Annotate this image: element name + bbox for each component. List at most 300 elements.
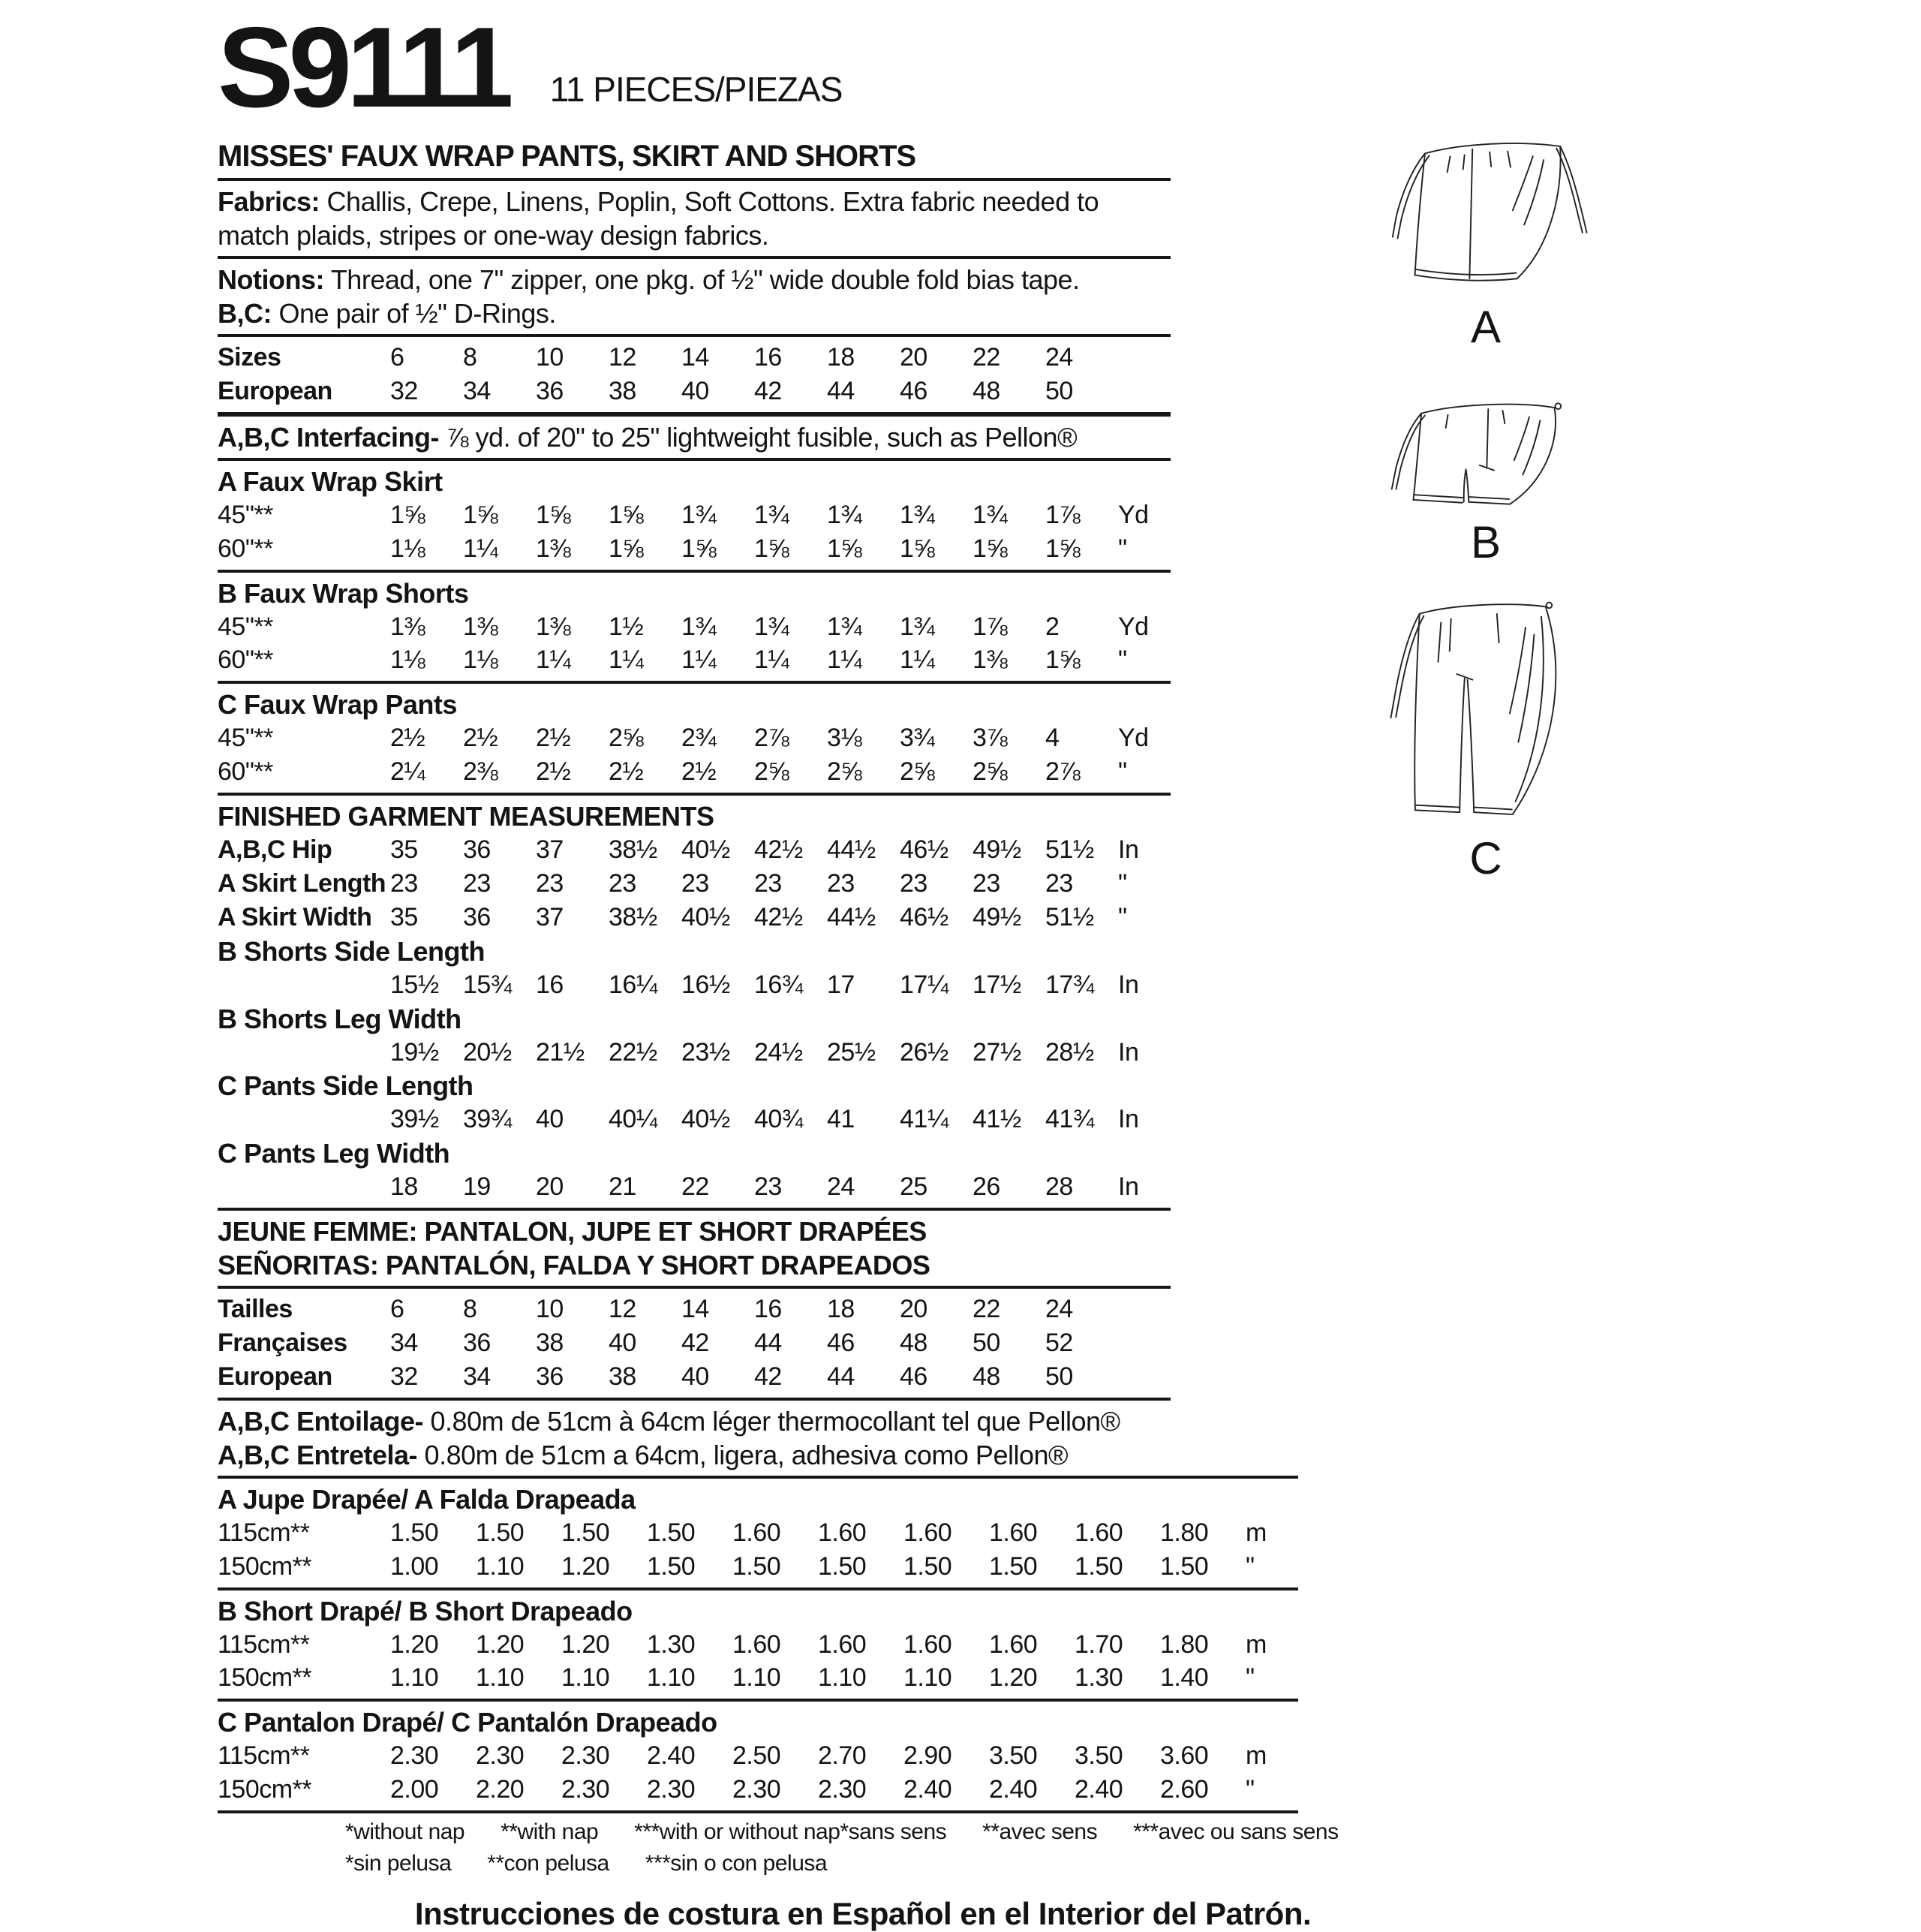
table-cell: 2¾ [681,724,717,753]
table-cell: 1.60 [989,1630,1038,1659]
table-cell: 2.30 [561,1775,610,1804]
table-cell: 20½ [463,1037,512,1067]
table-cell: 16¼ [609,970,657,999]
unit-cell: m [1246,1741,1267,1771]
entoilage-text: 0.80m de 51cm à 64cm léger thermocollant tel que Pellon® [423,1405,1120,1437]
table-cell: 20 [900,343,927,372]
row-label: A Skirt Width [218,902,372,931]
interfacing-note [218,420,1171,454]
table-cell: 2½ [609,757,644,787]
table-row [218,1170,1366,1204]
table-cell: ***with or without nap [634,1819,840,1844]
table-cell: 1.80 [1160,1518,1209,1547]
table-cell: 1.20 [476,1630,525,1659]
table-cell: 1⅝ [390,500,425,529]
table-cell: 1⅝ [609,534,644,563]
table-cell: 2.40 [903,1775,952,1804]
table-cell: 39½ [390,1105,439,1134]
table-cell: 1.10 [390,1663,439,1693]
table-cell: 40½ [681,835,730,864]
table-cell: 1¼ [536,646,571,675]
table-cell: 2½ [681,757,717,787]
table-cell: 46½ [900,902,948,931]
fabrics-label: Fabrics: [218,186,320,217]
sizes-row [218,341,1366,375]
table-cell: 1⅝ [973,534,1008,563]
table-cell: 2.20 [476,1775,525,1804]
row-label: Sizes [218,343,281,372]
table-cell: 2.40 [989,1775,1038,1804]
table-cell: 1.50 [476,1518,525,1547]
unit-cell: In [1118,1105,1139,1134]
table-cell: 1.40 [1160,1663,1209,1693]
table-cell: 50 [973,1329,1000,1357]
tailles-row [218,1293,1366,1326]
table-row [218,867,1366,901]
finished-measurements-heading: FINISHED GARMENT MEASUREMENTS [218,801,714,832]
table-cell: 2⅞ [1045,757,1081,787]
table-cell: 17½ [973,970,1021,999]
table-cell: 16 [754,343,782,372]
table-cell: 6 [390,1295,404,1324]
table-cell: 2.00 [390,1775,439,1804]
table-row [218,643,1366,677]
table-cell: 28 [1045,1172,1073,1202]
table-cell: 3⅞ [973,724,1008,753]
divider [218,1587,1298,1590]
row-label: 115cm** [218,1630,310,1659]
row-label: Françaises [218,1329,347,1357]
table-cell: 1.20 [561,1630,610,1659]
table-cell: 23 [754,868,782,898]
table-cell: **con pelusa [487,1851,609,1876]
table-cell: 1¼ [463,534,498,563]
table-cell: 24 [1045,1295,1073,1324]
table-cell: 1¾ [900,612,935,641]
unit-cell: Yd [1118,724,1149,753]
d-rings-note [218,296,1171,330]
table-cell: 1.50 [1160,1551,1209,1581]
table-cell: 1¾ [827,612,862,641]
interfacing-text: ⅞ yd. of 20" to 25" lightweight fusible, such as Pellon® [439,421,1078,453]
table-row [218,1103,1366,1136]
table-cell: 1⅜ [390,612,425,641]
table-cell: 25 [900,1172,927,1202]
row-label: 150cm** [218,1775,312,1804]
table-row [218,833,1366,867]
unit-cell: " [1118,757,1127,787]
table-cell: 32 [390,1362,418,1391]
table-row [218,498,1366,532]
table-cell: 1.10 [903,1663,952,1693]
table-cell: 48 [973,1362,1000,1391]
table-cell: 21 [609,1172,636,1202]
unit-cell: In [1118,970,1139,999]
table-cell: 23 [827,868,855,898]
table-row [218,1773,1366,1807]
footnotes-french [840,1819,1338,1845]
table-cell: 1.50 [647,1518,696,1547]
table-cell: 38 [536,1329,564,1357]
table-cell: 1.50 [647,1551,696,1581]
table-cell: 1¾ [754,500,789,529]
table-cell: ***avec ou sans sens [1133,1819,1339,1844]
table-cell: 38½ [609,902,657,931]
table-cell: 1⅝ [1045,646,1081,675]
table-cell: 2⅝ [754,757,789,787]
table-cell: 2.40 [1075,1775,1123,1804]
table-cell: 1⅝ [463,500,498,529]
metric-title-jupe-a: A Jupe Drapée/ A Falda Drapeada [218,1483,636,1515]
table-cell: 17 [827,970,855,999]
table-cell: 41½ [973,1105,1021,1134]
table-cell: 42 [754,376,782,405]
table-cell: 1.00 [390,1551,439,1581]
table-cell: 38½ [609,835,657,864]
table-cell: 1⅞ [973,612,1008,641]
table-cell: 2⅝ [900,757,935,787]
table-cell: 2.30 [561,1741,610,1771]
footnotes-spanish [345,1851,827,1876]
footnotes-line-2 [218,1851,1306,1876]
table-cell: 44 [827,376,855,405]
table-cell: 18 [390,1172,418,1202]
table-cell: 36 [463,902,491,931]
table-cell: 1.20 [561,1551,610,1581]
table-row [218,532,1366,566]
divider [218,681,1171,684]
metric-title-pantalon-c: C Pantalon Drapé/ C Pantalón Drapeado [218,1707,717,1738]
table-row [218,721,1366,755]
table-cell: 1.80 [1160,1630,1209,1659]
unit-cell: " [1118,868,1127,898]
table-cell: 1.30 [1075,1663,1123,1693]
entretela-note [218,1438,1171,1472]
divider [218,1208,1171,1211]
entretela-text: 0.80m de 51cm a 64cm, ligera, adhesiva como Pellon® [417,1439,1069,1470]
unit-cell: Yd [1118,500,1149,529]
table-cell: 16 [536,970,564,999]
pieces-count: 11 PIECES/PIEZAS [549,70,843,109]
table-cell: 36 [536,1362,564,1391]
unit-cell: " [1246,1775,1255,1804]
table-cell: 1¾ [900,500,935,529]
table-cell: 4 [1045,724,1060,753]
table-cell: 38 [609,1362,636,1391]
row-label-block: C Pants Side Length [218,1070,473,1102]
table-cell: 21½ [536,1037,585,1067]
table-cell: 2⅞ [754,724,789,753]
divider [218,1286,1171,1289]
divider [218,178,1171,181]
row-label-block: B Shorts Leg Width [218,1003,461,1034]
illustration-wrap-shorts-b [1381,392,1606,516]
table-cell: 6 [390,343,404,372]
table-cell: 26 [973,1172,1000,1202]
table-cell: 40 [609,1329,636,1357]
table-cell: 23 [681,868,709,898]
table-cell: 2.30 [476,1741,525,1771]
table-cell: 14 [681,1295,709,1324]
row-label: A Skirt Length [218,868,386,898]
row-label: 115cm** [218,1741,310,1771]
table-cell: 51½ [1045,835,1094,864]
divider [218,793,1171,796]
table-cell: 23 [973,868,1000,898]
table-cell: 27½ [973,1037,1021,1067]
table-cell: 2⅝ [827,757,862,787]
table-cell: 1⅞ [1045,500,1081,529]
table-cell: 2.40 [647,1741,696,1771]
table-cell: 48 [973,376,1000,405]
table-cell: 1⅝ [609,500,644,529]
table-cell: 51½ [1045,902,1094,931]
row-label: 60"** [218,757,273,787]
table-cell: 1.20 [989,1663,1038,1693]
table-cell: 36 [463,1329,491,1357]
header [218,4,1366,131]
table-row [218,1550,1366,1584]
table-cell: 36 [463,835,491,864]
table-cell: 16 [754,1295,782,1324]
figure-label-c: C [1469,833,1502,883]
divider [218,458,1171,461]
table-cell: 20 [900,1295,927,1324]
table-cell: *without nap [345,1819,465,1844]
row-label: A,B,C Hip [218,835,332,864]
table-cell: 1½ [609,612,644,641]
table-cell: 1¼ [609,646,644,675]
table-cell: *sans sens [840,1819,947,1844]
table-cell: 2½ [463,724,498,753]
row-label-block: B Shorts Side Length [218,935,486,967]
table-cell: 1¾ [973,500,1008,529]
table-cell: 12 [609,343,636,372]
table-cell: 16½ [681,970,730,999]
row-label: 150cm** [218,1663,312,1693]
table-cell: 2.60 [1160,1775,1209,1804]
table-cell: 1⅜ [536,612,571,641]
bc-text: One pair of ½" D-Rings. [272,298,556,329]
table-row [218,610,1366,644]
table-cell: 16¾ [754,970,803,999]
table-cell: 2.30 [390,1741,439,1771]
entoilage-label: A,B,C Entoilage- [218,1405,424,1437]
table-cell: 34 [463,1362,491,1391]
table-cell: 15¾ [463,970,512,999]
heading-french: JEUNE FEMME: PANTALON, JUPE ET SHORT DRAPÉES [218,1216,927,1247]
table-cell: 2¼ [390,757,425,787]
table-cell: 1.20 [390,1630,439,1659]
section-title-shorts-b: B Faux Wrap Shorts [218,577,469,609]
divider [218,1699,1298,1702]
european-sizes-row [218,375,1366,408]
table-cell: 1¼ [754,646,789,675]
table-cell: 22 [973,343,1000,372]
table-cell: 1⅝ [754,534,789,563]
table-row [218,1739,1366,1773]
table-cell: 3.60 [1160,1741,1209,1771]
table-cell: 40½ [681,1105,730,1134]
table-cell: 36 [536,376,564,405]
table-cell: 52 [1045,1329,1073,1357]
table-cell: 35 [390,902,418,931]
garment-illustrations [1373,128,1613,881]
table-cell: 1.10 [476,1663,525,1693]
table-cell: **avec sens [982,1819,1098,1844]
table-cell: 23 [536,868,564,898]
table-cell: 32 [390,376,418,405]
divider [218,1476,1298,1479]
table-cell: 25½ [827,1037,876,1067]
table-cell: 23 [754,1172,782,1202]
divider [218,334,1171,337]
table-cell: 1.50 [390,1518,439,1547]
table-cell: 10 [536,343,564,372]
table-cell: 15½ [390,970,439,999]
table-cell: 3¾ [900,724,935,753]
entretela-label: A,B,C Entretela- [218,1439,418,1470]
table-cell: 1⅝ [900,534,935,563]
table-cell: 42½ [754,835,803,864]
table-cell: 44½ [827,902,876,931]
table-cell: 3.50 [1075,1741,1123,1771]
unit-cell: " [1246,1551,1255,1581]
table-cell: 1⅝ [1045,534,1081,563]
table-cell: 50 [1045,376,1073,405]
illustration-wrap-skirt-a [1381,128,1606,300]
table-cell: 1.50 [989,1551,1038,1581]
table-cell: 49½ [973,835,1021,864]
table-row [218,755,1366,789]
table-cell: 10 [536,1295,564,1324]
table-cell: 28½ [1045,1037,1094,1067]
heading-spanish: SEÑORITAS: PANTALÓN, FALDA Y SHORT DRAPEADOS [218,1250,930,1281]
unit-cell: In [1118,1172,1139,1202]
table-cell: 23 [1045,868,1073,898]
table-cell: 1.60 [818,1630,867,1659]
table-cell: 44 [754,1329,782,1357]
table-cell: 1⅛ [390,534,425,563]
table-cell: 1⅝ [681,534,717,563]
divider [218,256,1171,259]
table-cell: 40 [681,376,709,405]
table-cell: 1.60 [818,1518,867,1547]
table-cell: 22½ [609,1037,657,1067]
unit-cell: Yd [1118,612,1149,641]
fabrics-note [218,185,1171,252]
table-cell: 1.50 [1075,1551,1123,1581]
table-cell: 3⅛ [827,724,862,753]
divider [218,412,1171,417]
divider [218,570,1171,573]
section-title-skirt-a: A Faux Wrap Skirt [218,465,443,497]
table-cell: 1.10 [561,1663,610,1693]
table-cell: 1.60 [732,1630,781,1659]
table-cell: 41¾ [1045,1105,1094,1134]
table-cell: 2.30 [647,1775,696,1804]
table-cell: 8 [463,1295,477,1324]
table-row [218,968,1366,1002]
table-cell: 1⅛ [463,646,498,675]
table-cell: 26½ [900,1037,948,1067]
table-row [218,1661,1366,1695]
table-cell: 34 [390,1329,418,1357]
table-cell: 40 [536,1105,564,1134]
table-cell: 39¾ [463,1105,512,1134]
table-cell: 1¾ [681,500,717,529]
table-cell: 34 [463,376,491,405]
divider [218,1810,1298,1813]
table-cell: 1⅜ [536,534,571,563]
row-label: European [218,376,332,405]
interfacing-label: A,B,C Interfacing- [218,421,440,453]
table-cell: 42 [681,1329,709,1357]
table-cell: 40 [681,1362,709,1391]
table-cell: 2.30 [732,1775,781,1804]
table-cell: 1.50 [732,1551,781,1581]
row-label: 45"** [218,612,273,641]
table-cell: 1.60 [1075,1518,1123,1547]
table-cell: 18 [827,343,855,372]
table-cell: 19 [463,1172,491,1202]
table-cell: 46 [827,1329,855,1357]
table-cell: 1.70 [1075,1630,1123,1659]
table-cell: 1.10 [818,1663,867,1693]
notions-text: Thread, one 7" zipper, one pkg. of ½" wide double fold bias tape. [323,264,1080,295]
table-cell: 1¾ [754,612,789,641]
page-title: MISSES' FAUX WRAP PANTS, SKIRT AND SHORTS [218,140,916,173]
illustration-wrap-pants-c [1381,595,1606,832]
table-cell: 22 [681,1172,709,1202]
section-title-pants-c: C Faux Wrap Pants [218,689,457,721]
table-cell: 22 [973,1295,1000,1324]
table-cell: 1.50 [903,1551,952,1581]
table-cell: 48 [900,1329,927,1357]
table-cell: 24½ [754,1037,803,1067]
table-cell: 3.50 [989,1741,1038,1771]
footnotes-english [345,1819,840,1845]
unit-cell: m [1246,1630,1267,1659]
spanish-instructions-note: Instrucciones de costura en Español en el Interior del Patrón. [414,1896,1312,1931]
table-cell: 18 [827,1295,855,1324]
table-cell: 1.50 [561,1518,610,1547]
table-cell: 2.90 [903,1741,952,1771]
table-cell: 1.10 [476,1551,525,1581]
metric-title-short-b: B Short Drapé/ B Short Drapeado [218,1595,633,1627]
unit-cell: In [1118,835,1139,864]
table-cell: 1¼ [681,646,717,675]
table-cell: 17¼ [900,970,948,999]
table-cell: 38 [609,376,636,405]
unit-cell: " [1246,1663,1255,1693]
entoilage-note [218,1404,1171,1438]
table-cell: 14 [681,343,709,372]
francaises-row [218,1326,1366,1360]
table-cell: 42 [754,1362,782,1391]
table-cell: 1¾ [827,500,862,529]
table-cell: 20 [536,1172,564,1202]
table-cell: 1⅛ [390,646,425,675]
table-cell: 17¾ [1045,970,1094,999]
table-cell: 8 [463,343,477,372]
divider [218,1398,1171,1401]
notions-label: Notions: [218,264,324,295]
unit-cell: " [1118,902,1127,931]
table-cell: 24 [1045,343,1073,372]
unit-cell: " [1118,646,1127,675]
table-cell: 40¾ [754,1105,803,1134]
